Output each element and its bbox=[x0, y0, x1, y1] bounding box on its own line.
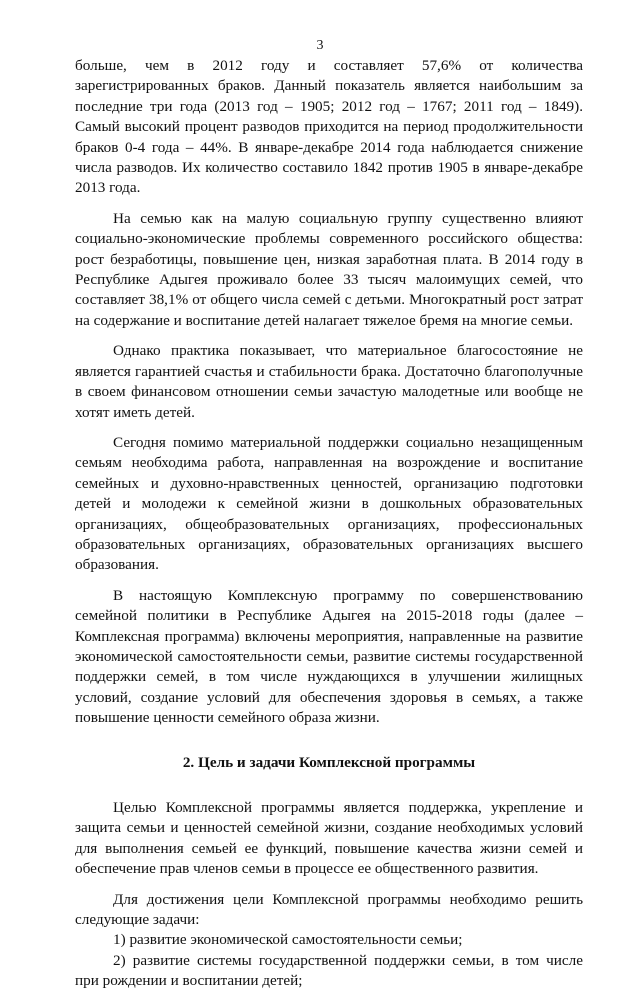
paragraph-support-work: Сегодня помимо материальной поддержки социально незащищенным семьям необходима работа, направленная на возрождение и воспитание семейных и духовно-нравственных ценностей, организацию подготовки детей и молодежи к семейной жизни в дошкольных образовательных организациях, общеобразовательных организациях, профессиональных образовательных организациях, образовательных организациях высшего образования. bbox=[75, 433, 583, 574]
page-number: 3 bbox=[316, 38, 324, 53]
paragraph-program-goal: Целью Комплексной программы является поддержка, укрепление и защита семьи и ценностей семейной жизни, создание необходимых условий для выполнения семьей ее функций, повышение качества жизни семей и обеспечение прав членов семьи в процессе ее общественного развития. bbox=[75, 799, 583, 878]
paragraph-tasks-intro: Для достижения цели Комплексной программы необходимо решить следующие задачи: bbox=[75, 890, 583, 929]
paragraph-program-measures: В настоящую Комплексную программу по совершенствованию семейной политики в Республике Адыгея на 2015-2018 годы (далее – Комплексная программа) включены мероприятия, направленные на развитие экономической самостоятельности семьи, развитие системы государственной поддержки семей, в том числе нуждающихся в улучшении жилищных условий, создание условий для обеспечения здоровья в семьях, а также повышение ценности семейного образа жизни. bbox=[75, 586, 583, 727]
section-heading: 2. Цель и задачи Комплексной программы bbox=[182, 753, 476, 771]
paragraph-divorce-statistics: больше, чем в 2012 году и составляет 57,6% от количества зарегистрированных браков. Данный показатель является наибольшим за последние три года (2013 год – 1905; 2012 год – 1767; 2011 год – 1849). Самый высокий процент разводов приходится на период продолжительности браков 0-4 года – 44%. В январе-декабре 2014 года наблюдается снижение числа разводов. Их количество составило 1842 против 1905 в январе-декабре 2013 года. bbox=[75, 57, 583, 197]
task-item: 2) развитие системы государственной поддержки семьи, в том числе при рождении и воспитании детей; bbox=[75, 951, 583, 990]
paragraph-material-wellbeing: Однако практика показывает, что материальное благосостояние не является гарантией счастья и стабильности брака. Достаточно благополучные в своем финансовом отношении семьи зачастую малодетные или вообще не хотят иметь детей. bbox=[75, 342, 583, 421]
paragraph-socio-economic-problems: На семью как на малую социальную группу существенно влияют социально-экономические проблемы современного российского общества: рост безработицы, повышение цен, низкая заработная плата. В 2014 году в Республике Адыгея проживало более 33 тысяч малоимущих семей, что составляет 38,1% от общего числа семей с детьми. Многократный рост затрат на содержание и воспитание детей налагает тяжелое бремя на многие семьи. bbox=[75, 209, 583, 329]
task-item: 1) развитие экономической самостоятельности семьи; bbox=[113, 931, 463, 949]
document-body bbox=[75, 56, 583, 992]
